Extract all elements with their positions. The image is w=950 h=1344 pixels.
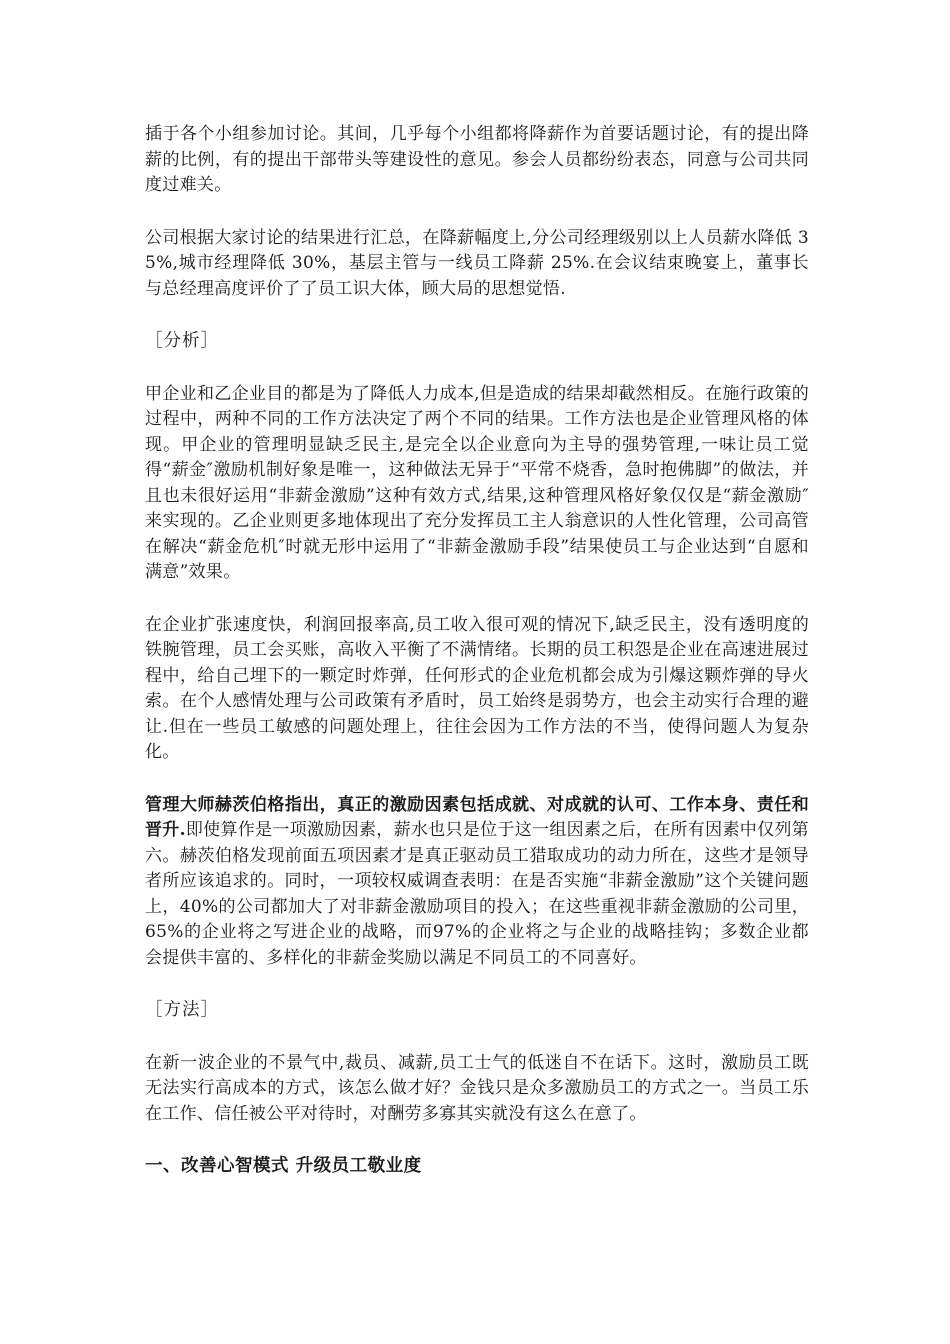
- herzberg-bold-statement: 管理大师赫茨伯格指出，真正的激励因素包括成就、对成就的认可、工作本身、责任和晋升.: [145, 794, 809, 840]
- heading-analysis: ［分析］: [145, 331, 219, 351]
- paragraph-analysis-management-style: 甲企业和乙企业目的都是为了降低人力成本,但是造成的结果却截然相反。在施行政策的过程中，两种不同的工作方法决定了两个不同的结果。工作方法也是企业管理风格的体现。甲企业的管理明显缺乏民主,是完全以企业意向为主导的强势管理,一味让员工觉得“薪金″激励机制好象是唯一，这种做法无异于“平常不烧香，急时抱佛脚”的做法，并且也未很好运用“非薪金激励”这种有效方式,结果,这种管理风格好象仅仅是“薪金激励″来实现的。乙企业则更多地体现出了充分发挥员工主人翁意识的人性化管理，公司高管在解决“薪金危机″时就无形中运用了“非薪金激励手段”结果使员工与企业达到“自愿和满意”效果。: [145, 383, 809, 582]
- paragraph-salary-cut-summary: 公司根据大家讨论的结果进行汇总，在降薪幅度上,分公司经理级别以上人员薪水降低 35%,城市经理降低 30%，基层主管与一线员工降薪 25%.在会议结束晚宴上，董事长与总经理高度评价了了员工识大体，顾大局的思想觉悟.: [145, 227, 809, 299]
- document-page: [145, 122, 809, 1180]
- section-title: 一、改善心智模式 升级员工敬业度: [145, 1156, 422, 1176]
- paragraph-herzberg-motivation: [145, 793, 809, 972]
- paragraph-discussion: 插于各个小组参加讨论。其间，几乎每个小组都将降薪作为首要话题讨论，有的提出降薪的比例，有的提出干部带头等建设性的意见。参会人员都纷纷表态，同意与公司共同度过难关。: [145, 124, 809, 195]
- heading-method: ［方法］: [145, 1000, 219, 1020]
- paragraph-iron-fist-management: 在企业扩张速度快，利润回报率高,员工收入很可观的情况下,缺乏民主，没有透明度的铁腕管理，员工会买账，高收入平衡了不满情绪。长期的员工积怨是企业在高速进展过程中，给自己埋下的一颗定时炸弹，任何形式的企业危机都会成为引爆这颗炸弹的导火索。在个人感情处理与公司政策有矛盾时，员工始终是弱势方，也会主动实行合理的避让.但在一些员工敏感的问题处理上，往往会因为工作方法的不当，使得问题人为复杂化。: [145, 614, 809, 762]
- herzberg-rest-text: 即使算作是一项激励因素，薪水也只是位于这一组因素之后，在所有因素中仅列第六。赫茨伯格发现前面五项因素才是真正驱动员工猎取成功的动力所在，这些才是领导者所应该追求的。同时，一项较权威调查表明：在是否实施“非薪金激励”这个关键问题上，40%的公司都加大了对非薪金激励项目的投入；在这些重视非薪金激励的公司里，65%的企业将之写进企业的战略，而97%的企业将之与企业的战略挂钩；多数企业都会提供丰富的、多样化的非薪金奖励以满足不同员工的不同喜好。: [145, 820, 809, 968]
- paragraph-method-intro: 在新一波企业的不景气中,裁员、减薪,员工士气的低迷自不在话下。这时，激励员工既无法实行高成本的方式，该怎么做才好？金钱只是众多激励员工的方式之一。当员工乐在工作、信任被公平对待时，对酬劳多寡其实就没有这么在意了。: [145, 1052, 809, 1124]
